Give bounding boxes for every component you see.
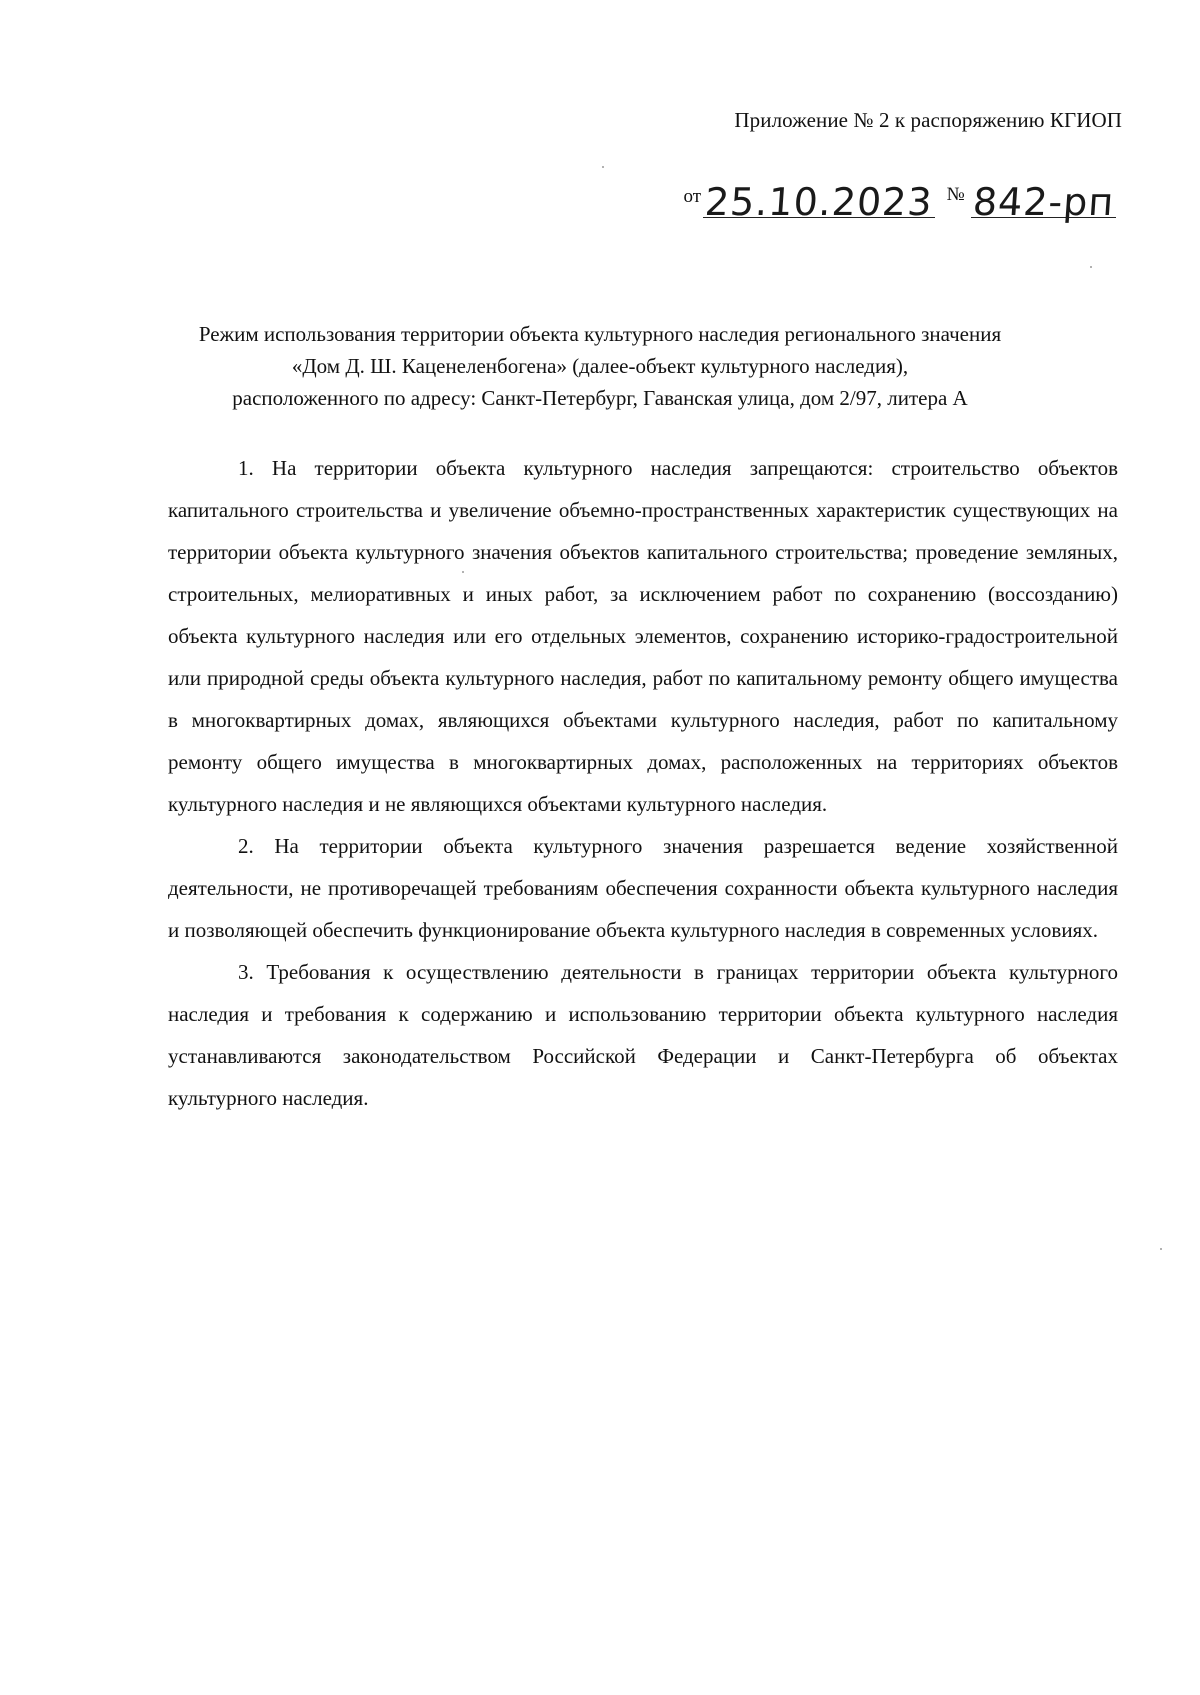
paragraph-2: 2. На территории объекта культурного значения разрешается ведение хозяйственной деятельности, не противоречащей требованиям обеспечения сохранности объекта культурного наследия и позволяющей обеспечить функционирование объекта культурного наследия в современных условиях. <box>168 834 1118 942</box>
document-title <box>100 318 1100 414</box>
paragraph-1: 1. На территории объекта культурного наследия запрещаются: строительство объектов капитального строительства и увеличение объемно-пространственных характеристик существующих на территории объекта культурного значения объектов капитального строительства; проведение земляных, строительных, мелиоративных и иных работ, за исключением работ по сохранению (воссозданию) объекта культурного наследия или его отдельных элементов, сохранению историко-градостроительной или природной среды объекта культурного наследия, работ по капитальному ремонту общего имущества в многоквартирных домах, являющихся объектами культурного наследия, работ по капитальному ремонту общего имущества в многоквартирных домах, расположенных на территориях объектов культурного наследия и не являющихся объектами культурного наследия. <box>168 456 1118 816</box>
title-line-3: расположенного по адресу: Санкт-Петербург, Гаванская улица, дом 2/97, литера А <box>232 386 968 410</box>
title-line-1: Режим использования территории объекта культурного наследия регионального значения <box>198 322 1002 346</box>
appendix-reference: Приложение № 2 к распоряжению КГИОП <box>734 108 1122 132</box>
scan-speck <box>1090 266 1092 268</box>
number-prefix: № <box>946 184 965 205</box>
order-number-field <box>971 179 1116 224</box>
order-number-handwritten: 842-рп <box>971 180 1116 224</box>
order-date-field <box>703 179 935 224</box>
paragraph-3: 3. Требования к осуществлению деятельности в границах территории объекта культурного наследия и требования к содержанию и использованию территории объекта культурного наследия устанавливаются законодательством Российской Федерации и Санкт-Петербурга об объектах культурного наследия. <box>168 960 1118 1110</box>
order-date-handwritten: 25.10.2023 <box>703 180 935 224</box>
order-date-number-line <box>683 162 1117 224</box>
scan-speck <box>1160 1248 1162 1250</box>
title-line-2: «Дом Д. Ш. Каценеленбогена» (далее-объект культурного наследия), <box>291 354 909 378</box>
document-body <box>168 447 1118 1119</box>
scan-speck <box>462 571 464 573</box>
scan-speck <box>602 166 604 168</box>
date-prefix: от <box>683 186 702 207</box>
